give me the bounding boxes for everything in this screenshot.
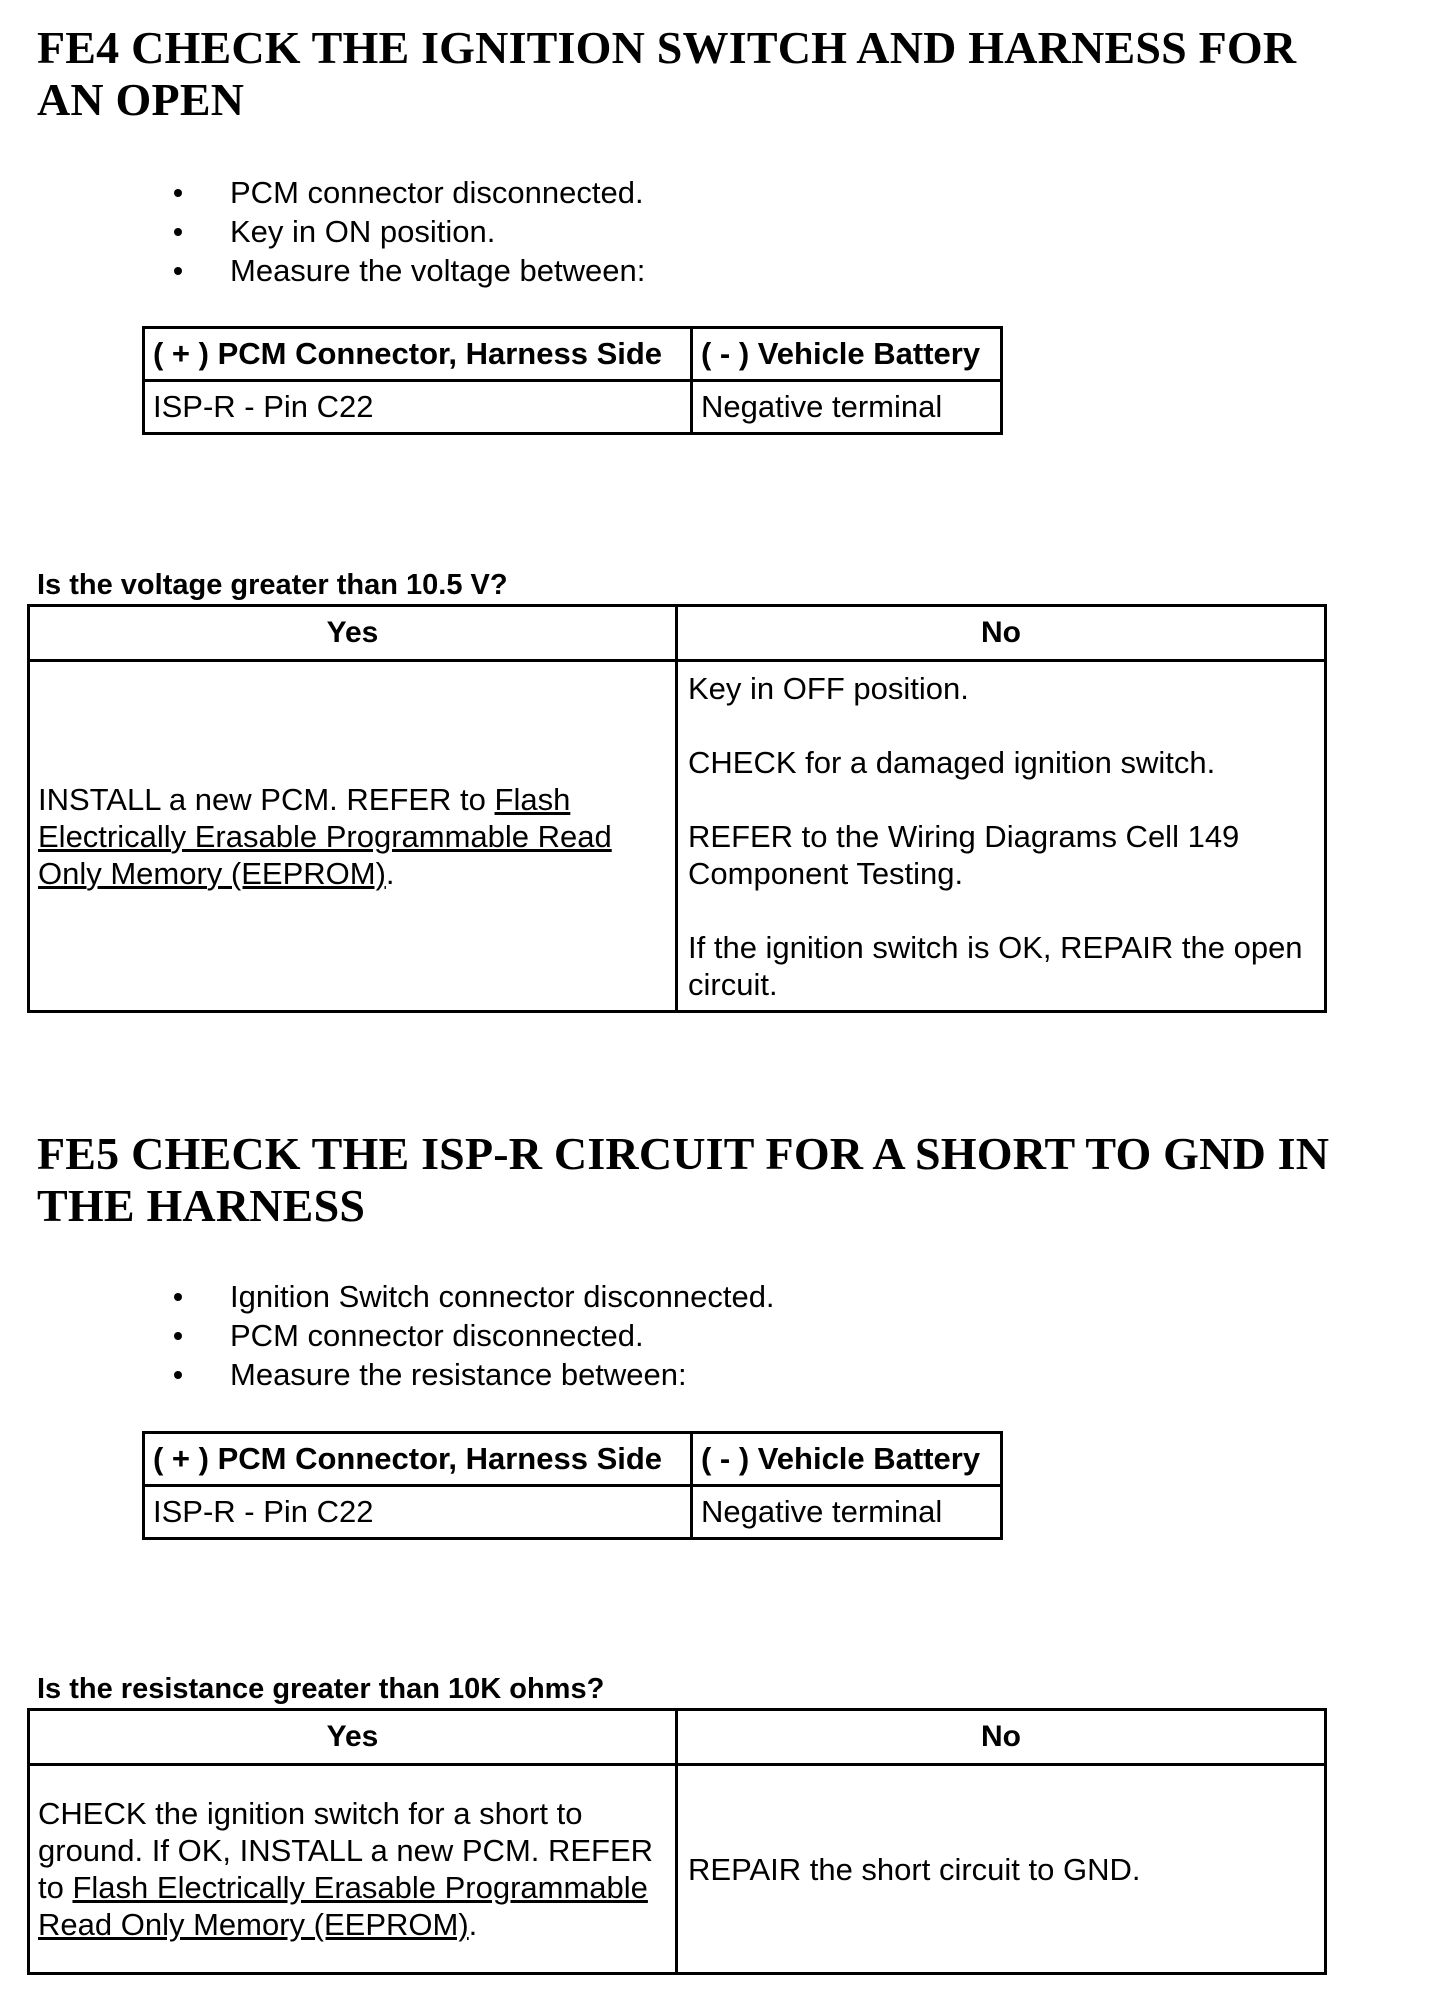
table-row: [29, 1765, 1326, 1974]
yes-header: Yes: [29, 606, 677, 661]
table-header-row: [144, 1433, 1002, 1486]
no-header: No: [677, 606, 1326, 661]
column-header: ( + ) PCM Connector, Harness Side: [144, 328, 692, 381]
no-paragraph: CHECK for a damaged ignition switch.: [688, 744, 1216, 780]
eeprom-link[interactable]: Flash Electrically Erasable Programmable Read Only Memory (EEPROM): [38, 1870, 648, 1942]
no-cell: REPAIR the short circuit to GND.: [677, 1765, 1326, 1974]
column-header: ( - ) Vehicle Battery: [692, 328, 1002, 381]
table-cell: Negative terminal: [692, 381, 1002, 434]
table-cell: ISP-R - Pin C22: [144, 1486, 692, 1539]
no-paragraph: REFER to the Wiring Diagrams Cell 149 Component Testing.: [688, 818, 1240, 891]
fe5-measure-table: [142, 1431, 1003, 1540]
yes-cell: CHECK the ignition switch for a short to ground. If OK, INSTALL a new PCM. REFER to Flash Electrically Erasable Programmable Read Only Memory (EEPROM).: [29, 1765, 677, 1974]
list-item: Key in ON position.: [0, 212, 645, 251]
table-row: [29, 661, 1326, 1012]
list-item: PCM connector disconnected.: [0, 173, 645, 212]
no-paragraph: If the ignition switch is OK, REPAIR the open circuit.: [688, 929, 1303, 1002]
bullet-icon: [174, 189, 182, 197]
fe5-steps: [0, 1277, 775, 1394]
no-paragraph: Key in OFF position.: [688, 670, 969, 706]
eeprom-link[interactable]: Flash Electrically Erasable Programmable Read Only Memory (EEPROM): [38, 781, 612, 891]
list-item: PCM connector disconnected.: [0, 1316, 775, 1355]
fe4-heading: FE4 CHECK THE IGNITION SWITCH AND HARNESS FOR AN OPEN: [37, 22, 1297, 125]
list-item: Measure the voltage between:: [0, 251, 645, 290]
table-header-row: [29, 1710, 1326, 1765]
fe4-steps: [0, 173, 645, 290]
bullet-icon: [174, 1371, 182, 1379]
table-row: [144, 381, 1002, 434]
table-row: [144, 1486, 1002, 1539]
fe5-result-table: [27, 1708, 1327, 1975]
no-header: No: [677, 1710, 1326, 1765]
table-cell: ISP-R - Pin C22: [144, 381, 692, 434]
yes-header: Yes: [29, 1710, 677, 1765]
fe4-measure-table: [142, 326, 1003, 435]
yes-cell: INSTALL a new PCM. REFER to Flash Electrically Erasable Programmable Read Only Memory (EEPROM).: [29, 661, 677, 1012]
list-item: Measure the resistance between:: [0, 1355, 775, 1394]
bullet-icon: [174, 1332, 182, 1340]
fe4-result-table: [27, 604, 1327, 1013]
list-item: Ignition Switch connector disconnected.: [0, 1277, 775, 1316]
table-header-row: [29, 606, 1326, 661]
column-header: ( - ) Vehicle Battery: [692, 1433, 1002, 1486]
fe5-question: Is the resistance greater than 10K ohms?: [37, 1673, 605, 1705]
bullet-icon: [174, 1293, 182, 1301]
table-header-row: [144, 328, 1002, 381]
fe4-question: Is the voltage greater than 10.5 V?: [37, 569, 508, 601]
fe5-heading: FE5 CHECK THE ISP-R CIRCUIT FOR A SHORT TO GND IN THE HARNESS: [37, 1128, 1330, 1231]
column-header: ( + ) PCM Connector, Harness Side: [144, 1433, 692, 1486]
no-cell: [677, 661, 1326, 1012]
bullet-icon: [174, 267, 182, 275]
bullet-icon: [174, 228, 182, 236]
table-cell: Negative terminal: [692, 1486, 1002, 1539]
